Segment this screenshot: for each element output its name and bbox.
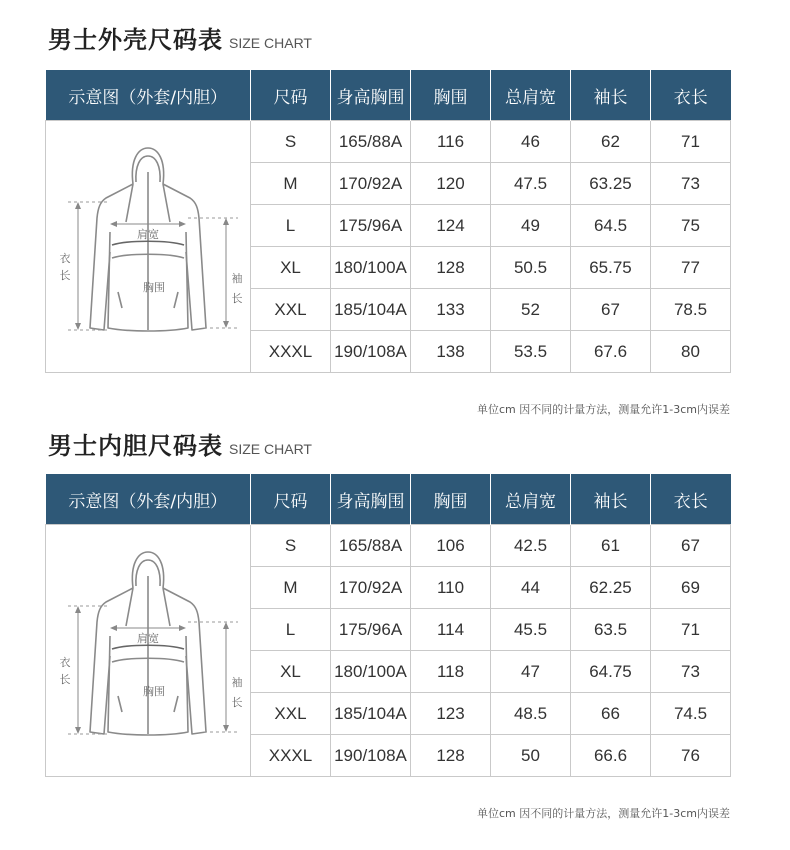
cell-shoulder: 46 <box>491 121 571 163</box>
cell-sleeve: 62 <box>571 121 651 163</box>
section-title <box>48 426 312 461</box>
cell-sleeve: 66 <box>571 693 651 735</box>
shoulder-label: 肩宽 <box>137 631 159 645</box>
jacket-diagram <box>48 132 248 362</box>
cell-size: S <box>251 121 331 163</box>
header-chest: 胸围 <box>411 70 491 121</box>
cell-shoulder: 49 <box>491 205 571 247</box>
sleeve-label-char2: 长 <box>231 291 243 305</box>
cell-size: XXXL <box>251 331 331 373</box>
sleeve-label <box>232 271 243 305</box>
length-label-char2: 长 <box>59 672 71 686</box>
cell-chest: 114 <box>411 609 491 651</box>
header-shoulder: 总肩宽 <box>491 474 571 525</box>
cell-size: XL <box>251 651 331 693</box>
cell-chest: 138 <box>411 331 491 373</box>
header-sleeve: 袖长 <box>571 70 651 121</box>
cell-length: 71 <box>651 609 731 651</box>
size-table <box>45 474 731 777</box>
header-diagram: 示意图（外套/内胆） <box>46 70 251 121</box>
shoulder-label: 肩宽 <box>137 227 159 241</box>
header-length: 衣长 <box>651 474 731 525</box>
cell-size: L <box>251 205 331 247</box>
sleeve-label-char1: 袖 <box>231 271 243 285</box>
cell-chest: 133 <box>411 289 491 331</box>
cell-sleeve: 66.6 <box>571 735 651 777</box>
cell-length: 75 <box>651 205 731 247</box>
sleeve-label-char1: 袖 <box>231 675 243 689</box>
section-subtitle: SIZE CHART <box>229 441 312 457</box>
header-chest: 胸围 <box>411 474 491 525</box>
table-header-row <box>46 70 731 121</box>
cell-height-chest: 165/88A <box>331 525 411 567</box>
header-shoulder: 总肩宽 <box>491 70 571 121</box>
cell-chest: 106 <box>411 525 491 567</box>
cell-height-chest: 185/104A <box>331 693 411 735</box>
cell-length: 80 <box>651 331 731 373</box>
cell-chest: 120 <box>411 163 491 205</box>
cell-sleeve: 63.25 <box>571 163 651 205</box>
cell-sleeve: 63.5 <box>571 609 651 651</box>
cell-chest: 110 <box>411 567 491 609</box>
cell-chest: 128 <box>411 735 491 777</box>
section-subtitle: SIZE CHART <box>229 35 312 51</box>
cell-length: 76 <box>651 735 731 777</box>
cell-height-chest: 170/92A <box>331 567 411 609</box>
cell-size: M <box>251 567 331 609</box>
table-header-row <box>46 474 731 525</box>
cell-height-chest: 165/88A <box>331 121 411 163</box>
cell-sleeve: 62.25 <box>571 567 651 609</box>
size-table <box>45 70 731 373</box>
cell-length: 77 <box>651 247 731 289</box>
table-row <box>46 525 731 567</box>
cell-height-chest: 185/104A <box>331 289 411 331</box>
cell-sleeve: 64.5 <box>571 205 651 247</box>
cell-size: XXL <box>251 693 331 735</box>
section-title-text: 男士外壳尺码表 <box>48 26 223 54</box>
measurement-note: 单位cm 因不同的计量方法，测量允许1-3cm内误差 <box>477 807 730 820</box>
cell-shoulder: 53.5 <box>491 331 571 373</box>
length-label-char2: 长 <box>59 268 71 282</box>
cell-shoulder: 48.5 <box>491 693 571 735</box>
cell-shoulder: 50.5 <box>491 247 571 289</box>
cell-length: 73 <box>651 651 731 693</box>
section-title <box>48 20 312 55</box>
cell-shoulder: 44 <box>491 567 571 609</box>
header-size: 尺码 <box>251 70 331 121</box>
cell-length: 71 <box>651 121 731 163</box>
length-label <box>60 252 71 282</box>
sleeve-label <box>232 675 243 709</box>
measurement-note: 单位cm 因不同的计量方法，测量允许1-3cm内误差 <box>477 403 730 416</box>
cell-chest: 118 <box>411 651 491 693</box>
cell-length: 67 <box>651 525 731 567</box>
cell-shoulder: 42.5 <box>491 525 571 567</box>
cell-height-chest: 170/92A <box>331 163 411 205</box>
cell-chest: 124 <box>411 205 491 247</box>
cell-length: 73 <box>651 163 731 205</box>
cell-sleeve: 67.6 <box>571 331 651 373</box>
cell-chest: 123 <box>411 693 491 735</box>
cell-height-chest: 180/100A <box>331 651 411 693</box>
cell-size: XXL <box>251 289 331 331</box>
chest-label: 胸围 <box>143 280 165 294</box>
cell-height-chest: 190/108A <box>331 735 411 777</box>
cell-length: 69 <box>651 567 731 609</box>
header-height-chest: 身高胸围 <box>331 70 411 121</box>
cell-shoulder: 50 <box>491 735 571 777</box>
cell-sleeve: 67 <box>571 289 651 331</box>
table-row <box>46 121 731 163</box>
cell-chest: 128 <box>411 247 491 289</box>
cell-height-chest: 175/96A <box>331 609 411 651</box>
cell-shoulder: 47 <box>491 651 571 693</box>
cell-shoulder: 45.5 <box>491 609 571 651</box>
jacket-diagram <box>48 536 248 766</box>
cell-height-chest: 180/100A <box>331 247 411 289</box>
cell-size: L <box>251 609 331 651</box>
header-length: 衣长 <box>651 70 731 121</box>
cell-sleeve: 64.75 <box>571 651 651 693</box>
sleeve-label-char2: 长 <box>231 695 243 709</box>
length-label <box>60 656 71 686</box>
jacket-diagram-cell <box>46 525 251 777</box>
cell-height-chest: 190/108A <box>331 331 411 373</box>
cell-shoulder: 52 <box>491 289 571 331</box>
length-label-char1: 衣 <box>59 655 71 669</box>
header-height-chest: 身高胸围 <box>331 474 411 525</box>
jacket-diagram-cell <box>46 121 251 373</box>
cell-chest: 116 <box>411 121 491 163</box>
length-label-char1: 衣 <box>59 251 71 265</box>
cell-size: M <box>251 163 331 205</box>
cell-sleeve: 65.75 <box>571 247 651 289</box>
cell-length: 74.5 <box>651 693 731 735</box>
cell-size: XXXL <box>251 735 331 777</box>
cell-size: S <box>251 525 331 567</box>
section-title-text: 男士内胆尺码表 <box>48 432 223 460</box>
cell-height-chest: 175/96A <box>331 205 411 247</box>
header-sleeve: 袖长 <box>571 474 651 525</box>
cell-length: 78.5 <box>651 289 731 331</box>
header-diagram: 示意图（外套/内胆） <box>46 474 251 525</box>
header-size: 尺码 <box>251 474 331 525</box>
cell-size: XL <box>251 247 331 289</box>
cell-sleeve: 61 <box>571 525 651 567</box>
cell-shoulder: 47.5 <box>491 163 571 205</box>
chest-label: 胸围 <box>143 684 165 698</box>
